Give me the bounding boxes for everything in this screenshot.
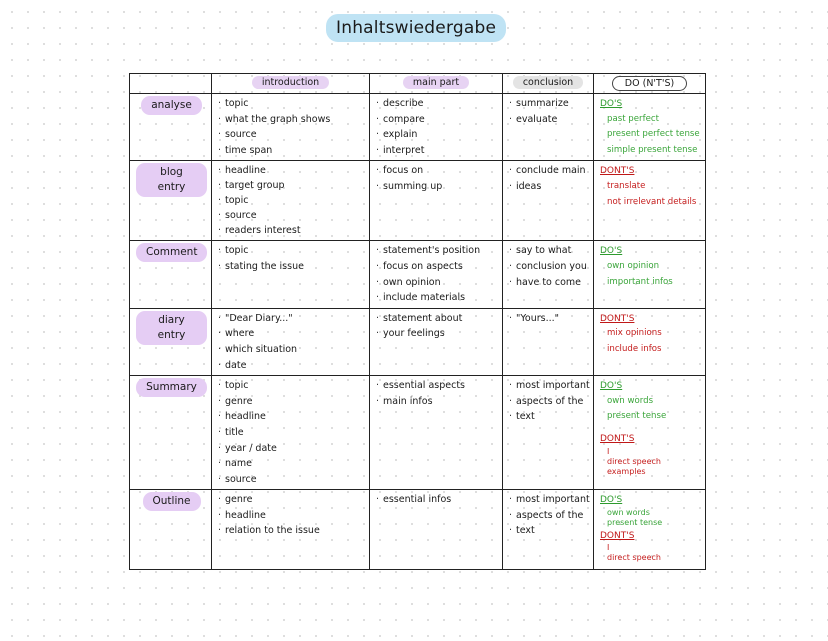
do-item: simple present tense	[607, 144, 698, 155]
dont-item: direct speech	[607, 456, 661, 466]
introduction-cell	[212, 376, 370, 490]
list-item: · year / date	[218, 441, 365, 457]
list-item: · summarize	[509, 96, 589, 112]
table-row	[130, 94, 706, 161]
list-item: · statement about	[376, 311, 498, 327]
list-item: · your feelings	[376, 326, 498, 342]
list-item: · readers interest	[218, 223, 365, 238]
dont-item: I	[607, 446, 610, 456]
type-label: diary entry	[136, 311, 207, 345]
introduction-cell	[212, 308, 370, 375]
conclusion-cell	[503, 161, 594, 241]
dos-donts-cell	[594, 161, 706, 241]
list-item: · most important	[509, 492, 589, 508]
do-item: own opinion	[607, 260, 660, 271]
dont-item: I	[607, 543, 610, 553]
main-part-cell	[370, 161, 503, 241]
do-item: present tense	[607, 517, 663, 527]
list-item: · genre	[218, 492, 365, 508]
do-item: present perfect tense	[607, 129, 700, 140]
dont-item: examples	[607, 466, 646, 476]
dont-item: direct speech	[607, 553, 661, 563]
list-item: · have to come	[509, 275, 589, 291]
dos-donts-cell	[594, 490, 706, 570]
do-item: important infos	[607, 276, 673, 287]
introduction-cell	[212, 94, 370, 161]
conclusion-cell	[503, 241, 594, 308]
conclusion-cell	[503, 94, 594, 161]
table-row	[130, 161, 706, 241]
list-item: · headline	[218, 409, 365, 425]
donts-label: DONT'S	[600, 313, 635, 324]
type-label: analyse	[141, 96, 202, 115]
list-item: · interpret	[376, 143, 498, 159]
main-part-cell	[370, 241, 503, 308]
table-row	[130, 490, 706, 570]
main-part-cell	[370, 490, 503, 570]
list-item: · headline	[218, 508, 365, 524]
type-label: Outline	[143, 492, 201, 511]
list-item: · time span	[218, 143, 365, 159]
list-item: · text	[509, 523, 589, 539]
list-item: · essential aspects	[376, 378, 498, 394]
list-item: · focus on	[376, 163, 498, 179]
list-item: · aspects of the	[509, 394, 589, 410]
list-item: · topic	[218, 243, 365, 259]
list-item: · include materials	[376, 290, 498, 306]
table-row	[130, 308, 706, 375]
table-row	[130, 376, 706, 490]
main-part-cell	[370, 376, 503, 490]
list-item: · what the graph shows	[218, 112, 365, 128]
type-label: blog entry	[136, 163, 207, 197]
header-row	[130, 74, 706, 94]
list-item: · name	[218, 456, 365, 472]
list-item: · "Yours..."	[509, 311, 589, 327]
dont-item: not irrelevant details	[607, 196, 697, 207]
header-corner	[130, 74, 212, 94]
list-item: · statement's position	[376, 243, 498, 259]
dos-label: DO'S	[600, 246, 623, 257]
list-item: · stating the issue	[218, 259, 365, 275]
dont-item: include infos	[607, 343, 662, 354]
list-item: · title	[218, 425, 365, 441]
do-item: own words	[607, 395, 654, 406]
list-item: · headline	[218, 163, 365, 178]
dos-donts-cell	[594, 94, 706, 161]
type-label: Comment	[136, 243, 207, 262]
introduction-cell	[212, 241, 370, 308]
list-item: · date	[218, 358, 365, 374]
dos-label: DO'S	[600, 495, 623, 506]
list-item: · own opinion	[376, 275, 498, 291]
header-conclusion	[503, 74, 594, 94]
list-item: · genre	[218, 394, 365, 410]
do-item: past perfect	[607, 113, 659, 124]
list-item: · essential infos	[376, 492, 498, 508]
introduction-cell	[212, 161, 370, 241]
list-item: · relation to the issue	[218, 523, 365, 539]
list-item: · topic	[218, 378, 365, 394]
conclusion-cell	[503, 308, 594, 375]
dos-label: DO'S	[600, 99, 623, 109]
type-cell	[130, 241, 212, 308]
header-dos-donts	[594, 74, 706, 94]
page-title: Inhaltswiedergabe	[326, 14, 506, 42]
dont-item: translate	[607, 180, 646, 191]
list-item: · source	[218, 127, 365, 143]
list-item: · describe	[376, 96, 498, 112]
type-cell	[130, 308, 212, 375]
header-introduction	[212, 74, 370, 94]
donts-label: DONT'S	[600, 433, 635, 444]
conclusion-cell	[503, 490, 594, 570]
list-item: · evaluate	[509, 112, 589, 128]
type-cell	[130, 490, 212, 570]
list-item: · topic	[218, 96, 365, 112]
list-item: · "Dear Diary..."	[218, 311, 365, 327]
list-item: · compare	[376, 112, 498, 128]
introduction-cell	[212, 490, 370, 570]
dont-item: mix opinions	[607, 328, 662, 339]
list-item: · say to what	[509, 243, 589, 259]
list-item: · ideas	[509, 179, 589, 195]
header-main-part	[370, 74, 503, 94]
list-item: · text	[509, 409, 589, 425]
do-item: own words	[607, 507, 650, 517]
list-item: · conclude main	[509, 163, 589, 179]
type-label: Summary	[136, 378, 207, 397]
header-label: DO (N'T'S)	[612, 76, 687, 91]
header-label: introduction	[252, 76, 329, 89]
conclusion-cell	[503, 376, 594, 490]
header-label: conclusion	[513, 76, 583, 89]
table-row	[130, 241, 706, 308]
list-item: · main infos	[376, 394, 498, 410]
list-item: · source	[218, 472, 365, 488]
list-item: · focus on aspects	[376, 259, 498, 275]
list-item: · topic	[218, 193, 365, 208]
list-item: · which situation	[218, 342, 365, 358]
main-part-cell	[370, 308, 503, 375]
header-label: main part	[403, 76, 469, 89]
list-item: · where	[218, 326, 365, 342]
type-cell	[130, 161, 212, 241]
list-item: · conclusion you	[509, 259, 589, 275]
donts-label: DONT'S	[600, 530, 635, 541]
list-item: · explain	[376, 127, 498, 143]
list-item: · source	[218, 208, 365, 223]
list-item: · most important	[509, 378, 589, 394]
dos-donts-cell	[594, 376, 706, 490]
list-item: · summing up	[376, 179, 498, 195]
type-cell	[130, 376, 212, 490]
dos-label: DO'S	[600, 381, 623, 392]
donts-label: DONT'S	[600, 166, 635, 177]
list-item: · aspects of the	[509, 508, 589, 524]
text-types-table	[129, 73, 706, 570]
dos-donts-cell	[594, 241, 706, 308]
main-part-cell	[370, 94, 503, 161]
do-item: present tense	[607, 411, 667, 422]
dos-donts-cell	[594, 308, 706, 375]
type-cell	[130, 94, 212, 161]
list-item: · target group	[218, 178, 365, 193]
